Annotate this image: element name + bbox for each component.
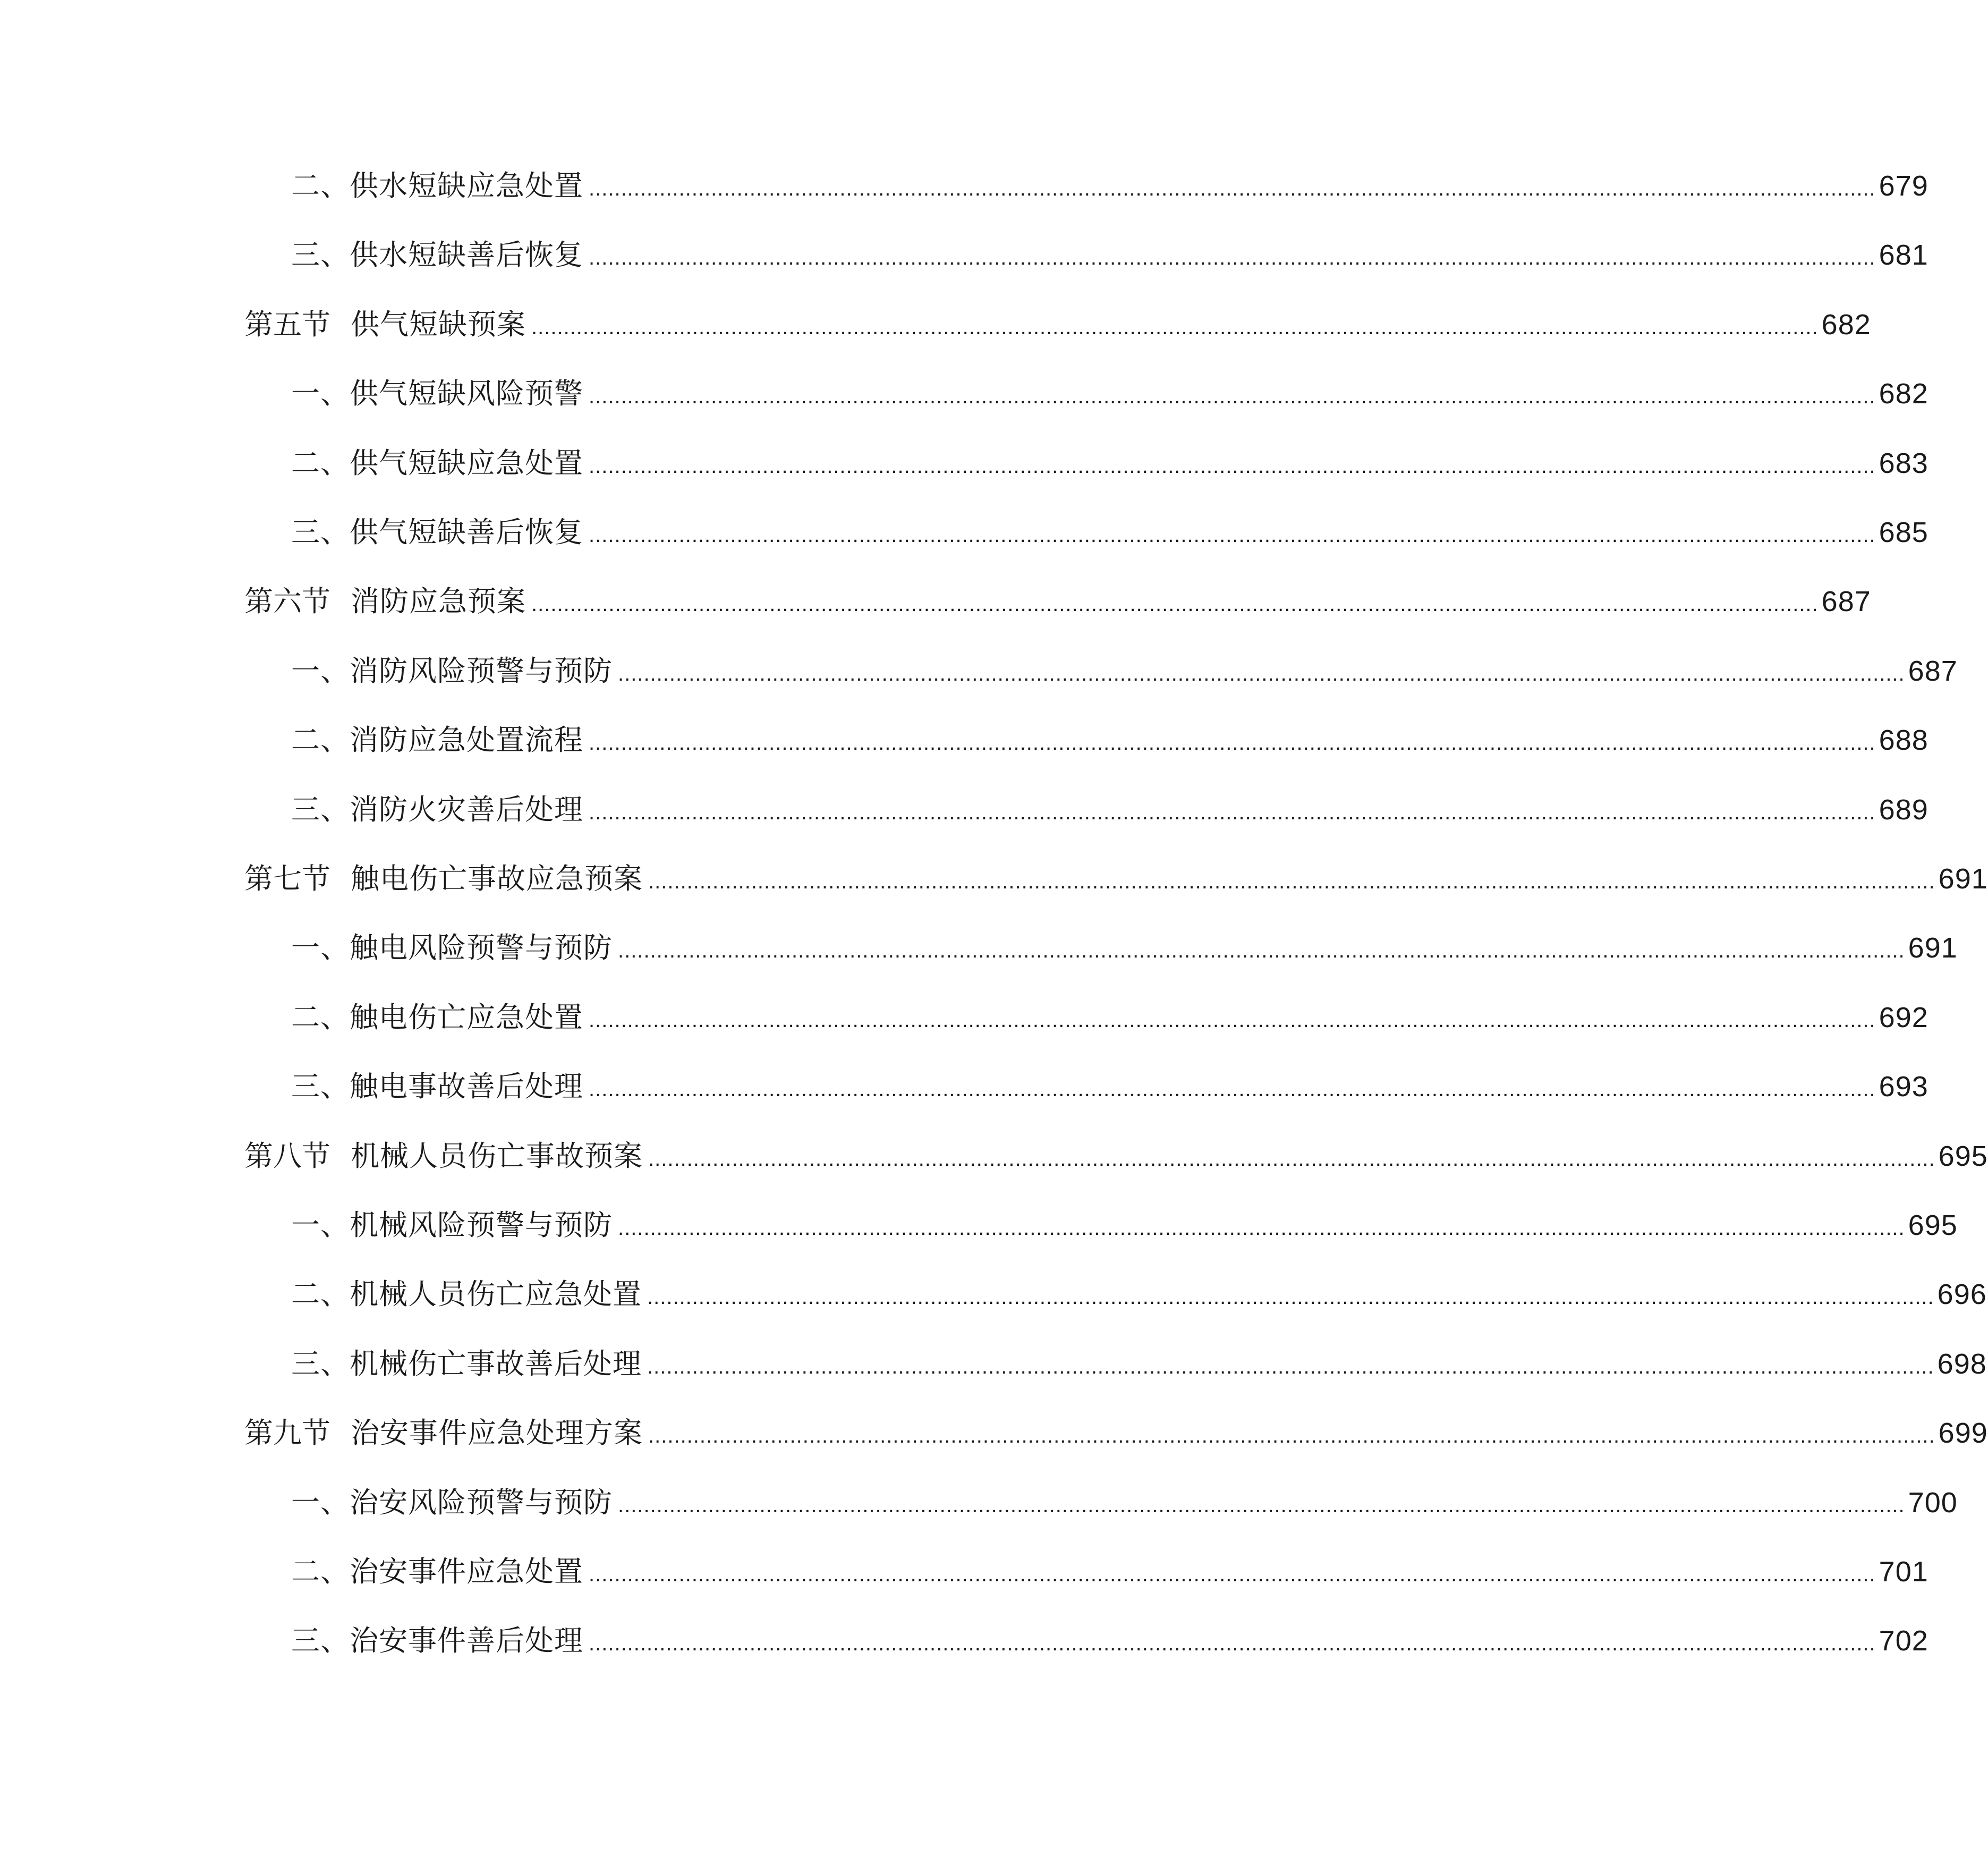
toc-dot-leader: ........................................................................................................................................................................................................ xyxy=(589,1563,1876,1586)
toc-subsection-entry[interactable] xyxy=(291,927,1958,969)
toc-entry-title: 三、机械伤亡事故善后处理 xyxy=(291,1347,642,1380)
toc-page-number: 695 xyxy=(1908,1209,1958,1241)
toc-section-number: 第七节 xyxy=(244,862,330,895)
toc-dot-leader: ........................................................................................................................................................................................................ xyxy=(618,939,1905,962)
toc-entry-title: 一、触电风险预警与预防 xyxy=(291,931,613,964)
toc-page-number: 699 xyxy=(1938,1417,1988,1449)
toc-page-number: 685 xyxy=(1879,516,1928,548)
toc-entry-title: 一、供气短缺风险预警 xyxy=(291,377,583,410)
toc-page-number: 700 xyxy=(1908,1487,1958,1519)
toc-dot-leader: ........................................................................................................................................................................................................ xyxy=(531,592,1819,616)
toc-subsection-entry[interactable] xyxy=(291,1065,1928,1108)
toc-subsection-entry[interactable] xyxy=(291,1273,1987,1316)
toc-subsection-entry[interactable] xyxy=(291,789,1928,831)
toc-page-number: 682 xyxy=(1821,309,1871,341)
toc-page-number: 679 xyxy=(1879,170,1928,202)
toc-dot-leader: ........................................................................................................................................................................................................ xyxy=(589,454,1876,478)
toc-section-entry[interactable] xyxy=(244,1412,1988,1454)
toc-subsection-entry[interactable] xyxy=(291,165,1928,207)
toc-entry-title: 二、供气短缺应急处置 xyxy=(291,446,583,480)
toc-dot-leader: ........................................................................................................................................................................................................ xyxy=(589,177,1876,200)
toc-page-number: 687 xyxy=(1908,655,1958,687)
toc-dot-leader: ........................................................................................................................................................................................................ xyxy=(589,385,1876,408)
toc-entry-title: 二、供水短缺应急处置 xyxy=(291,169,583,202)
toc-page-number: 689 xyxy=(1879,794,1928,826)
toc-entry-title: 三、消防火灾善后处理 xyxy=(291,793,583,826)
toc-dot-leader: ........................................................................................................................................................................................................ xyxy=(589,1009,1876,1032)
toc-dot-leader: ........................................................................................................................................................................................................ xyxy=(648,1424,1935,1447)
toc-section-entry[interactable] xyxy=(244,580,1871,623)
toc-entry-title: 一、消防风险预警与预防 xyxy=(291,654,613,688)
toc-page-number: 693 xyxy=(1879,1071,1928,1103)
toc-entry-title: 三、治安事件善后处理 xyxy=(291,1624,583,1657)
toc-dot-leader: ........................................................................................................................................................................................................ xyxy=(648,1147,1935,1171)
toc-entry-title: 供气短缺预案 xyxy=(351,308,526,341)
toc-page-number: 688 xyxy=(1879,724,1928,756)
toc-entry-title: 二、机械人员伤亡应急处置 xyxy=(291,1277,642,1311)
toc-entry-title: 三、触电事故善后处理 xyxy=(291,1070,583,1103)
toc-page-number: 702 xyxy=(1879,1625,1928,1657)
toc-dot-leader: ........................................................................................................................................................................................................ xyxy=(531,316,1819,339)
toc-page-number: 692 xyxy=(1879,1002,1928,1033)
toc-entry-title: 消防应急预案 xyxy=(351,584,526,618)
toc-dot-leader: ........................................................................................................................................................................................................ xyxy=(647,1285,1934,1309)
toc-page-number: 687 xyxy=(1821,586,1871,617)
toc-subsection-entry[interactable] xyxy=(291,372,1928,415)
toc-dot-leader: ........................................................................................................................................................................................................ xyxy=(647,1355,1934,1378)
toc-section-number: 第九节 xyxy=(244,1416,330,1450)
toc-subsection-entry[interactable] xyxy=(291,511,1928,554)
toc-dot-leader: ........................................................................................................................................................................................................ xyxy=(589,731,1876,755)
toc-entry-title: 触电伤亡事故应急预案 xyxy=(351,862,643,895)
toc-entry-title: 一、机械风险预警与预防 xyxy=(291,1208,613,1242)
toc-page-number: 683 xyxy=(1879,447,1928,479)
toc-section-entry[interactable] xyxy=(244,1135,1988,1177)
toc-subsection-entry[interactable] xyxy=(291,719,1928,761)
toc-page-number: 696 xyxy=(1937,1278,1987,1310)
toc-section-number: 第六节 xyxy=(244,584,330,618)
toc-page-number: 701 xyxy=(1879,1556,1928,1588)
toc-subsection-entry[interactable] xyxy=(291,996,1928,1039)
toc-dot-leader: ........................................................................................................................................................................................................ xyxy=(618,1494,1905,1517)
toc-section-entry[interactable] xyxy=(244,303,1871,346)
toc-entry-title: 二、触电伤亡应急处置 xyxy=(291,1001,583,1034)
toc-dot-leader: ........................................................................................................................................................................................................ xyxy=(618,1216,1905,1240)
toc-subsection-entry[interactable] xyxy=(291,1343,1987,1385)
toc-entry-title: 一、治安风险预警与预防 xyxy=(291,1486,613,1519)
toc-section-number: 第五节 xyxy=(244,308,330,341)
toc-dot-leader: ........................................................................................................................................................................................................ xyxy=(618,662,1905,685)
toc-page-number: 691 xyxy=(1938,863,1988,895)
toc-subsection-entry[interactable] xyxy=(291,1204,1958,1247)
toc-dot-leader: ........................................................................................................................................................................................................ xyxy=(589,246,1876,269)
toc-dot-leader: ........................................................................................................................................................................................................ xyxy=(589,523,1876,547)
toc-entry-title: 机械人员伤亡事故预案 xyxy=(351,1139,643,1173)
toc-dot-leader: ........................................................................................................................................................................................................ xyxy=(589,1632,1876,1655)
toc-dot-leader: ........................................................................................................................................................................................................ xyxy=(589,801,1876,824)
toc-section-entry[interactable] xyxy=(244,858,1988,900)
toc-subsection-entry[interactable] xyxy=(291,442,1928,485)
toc-page-number: 682 xyxy=(1879,378,1928,410)
toc-dot-leader: ........................................................................................................................................................................................................ xyxy=(648,870,1935,893)
toc-page-number: 691 xyxy=(1908,932,1958,964)
toc-subsection-entry[interactable] xyxy=(291,1620,1928,1662)
toc-section-number: 第八节 xyxy=(244,1139,330,1173)
toc-entry-title: 治安事件应急处理方案 xyxy=(351,1416,643,1450)
toc-page-number: 695 xyxy=(1938,1140,1988,1172)
toc-subsection-entry[interactable] xyxy=(291,1481,1958,1524)
toc-entry-title: 二、消防应急处置流程 xyxy=(291,723,583,757)
toc-page-number: 681 xyxy=(1879,239,1928,271)
toc-dot-leader: ........................................................................................................................................................................................................ xyxy=(589,1078,1876,1101)
toc-subsection-entry[interactable] xyxy=(291,234,1928,276)
toc-page-number: 698 xyxy=(1937,1348,1987,1380)
toc-subsection-entry[interactable] xyxy=(291,1550,1928,1593)
toc-entry-title: 三、供水短缺善后恢复 xyxy=(291,238,583,272)
toc-entry-title: 三、供气短缺善后恢复 xyxy=(291,515,583,549)
toc-entry-title: 二、治安事件应急处置 xyxy=(291,1555,583,1588)
toc-subsection-entry[interactable] xyxy=(291,650,1958,692)
